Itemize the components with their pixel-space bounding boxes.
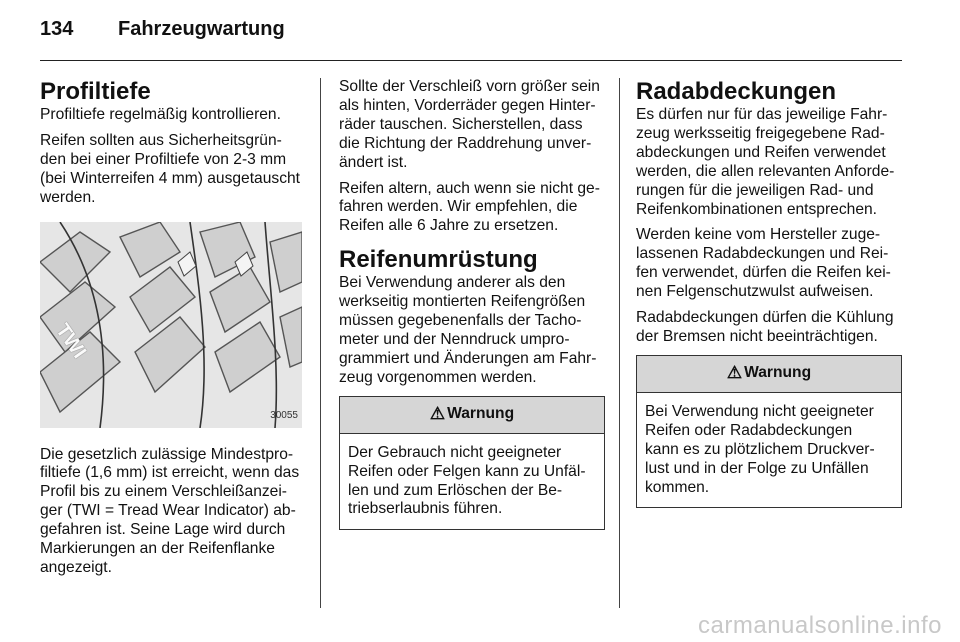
warning-box [339, 396, 605, 531]
figure-number: 30055 [270, 409, 298, 421]
watermark: carmanualsonline.info [698, 612, 942, 639]
paragraph [339, 180, 605, 237]
paragraph [40, 446, 306, 578]
text-line: fen verwendet, dürfen die Reifen kei- [636, 264, 891, 282]
warning-header [637, 356, 901, 393]
column-divider-1 [320, 78, 321, 608]
text-line: als hinten, Vorderräder gegen Hinter- [339, 96, 596, 114]
text-line: (bei Winterreifen 4 mm) ausgetauscht [40, 169, 300, 187]
text-line: ger (TWI = Tread Wear Indicator) ab- [40, 502, 296, 520]
text-line: lust und in der Folge zu Unfällen [645, 459, 869, 477]
text-line: werden. [40, 188, 96, 206]
text-line: Es dürfen nur für das jeweilige Fahr- [636, 106, 888, 123]
text-line: fahren werden. Wir empfehlen, die [339, 198, 578, 216]
warning-triangle-icon: ⚠ [726, 363, 743, 383]
warning-title: Warnung [744, 364, 812, 382]
text-line: lassenen Radabdeckungen und Rei- [636, 245, 889, 263]
paragraph [636, 106, 902, 219]
page-header [40, 14, 902, 48]
section-heading-radabdeckungen: Radabdeckungen [636, 78, 837, 105]
paragraph: Profiltiefe regelmäßig kontrollieren. [40, 106, 281, 123]
text-line: zeug werksseitig freigegebene Rad- [636, 124, 885, 142]
text-line: Reifen alle 6 Jahre zu ersetzen. [339, 217, 559, 235]
text-line: ändert ist. [339, 153, 408, 171]
text-line: rungen für die jeweiligen Rad- und [636, 181, 874, 199]
warning-title: Warnung [447, 405, 515, 423]
text-line: grammiert und Änderungen am Fahr- [339, 349, 597, 367]
warning-header [340, 397, 604, 434]
text-line: Der Gebrauch nicht geeigneter [348, 443, 562, 461]
text-line: gefahren ist. Seine Lage wird durch [40, 521, 286, 539]
text-line: Die gesetzlich zulässige Mindestpro- [40, 445, 294, 463]
text-line: nen Felgenschutzwulst aufweisen. [636, 283, 874, 301]
section-heading-reifenumruestung: Reifenumrüstung [339, 246, 538, 274]
tire-tread-illustration [40, 222, 302, 428]
column-3 [636, 78, 902, 508]
text-line: müssen gegebenenfalls der Tacho- [339, 312, 582, 330]
column-divider-2 [619, 78, 620, 608]
text-line: die Richtung der Raddrehung unver- [339, 134, 592, 152]
tire-tread-figure [40, 222, 302, 428]
text-line: Reifen oder Felgen kann zu Unfäl- [348, 462, 586, 480]
page-number: 134 [40, 18, 74, 40]
text-line: Reifenkombinationen entsprechen. [636, 200, 877, 218]
text-line: angezeigt. [40, 558, 112, 576]
twi-marking: TWI [51, 319, 91, 363]
warning-body [340, 434, 604, 530]
text-line: kommen. [645, 478, 710, 496]
text-line: Sollte der Verschleiß vorn größer sein [339, 78, 600, 95]
running-title: Fahrzeugwartung [118, 18, 285, 40]
text-line: Radabdeckungen dürfen die Kühlung [636, 309, 894, 327]
text-line: triebserlaubnis führen. [348, 500, 503, 518]
text-line: Profil bis zu einem Verschleißanzei- [40, 483, 288, 501]
warning-triangle-icon: ⚠ [429, 404, 446, 424]
paragraph [636, 226, 902, 302]
text-line: abdeckungen und Reifen verwendet [636, 143, 886, 161]
text-line: räder tauschen. Sicherstellen, dass [339, 115, 583, 133]
text-line: kann es zu plötzlichem Druckver- [645, 440, 875, 458]
text-line: werkseitig montierten Reifengrößen [339, 293, 586, 311]
paragraph [40, 132, 306, 208]
text-line: zeug vorgenommen werden. [339, 368, 537, 386]
paragraph [339, 274, 605, 387]
text-line: Bei Verwendung nicht geeigneter [645, 402, 874, 420]
text-line: der Bremsen nicht beeinträchtigen. [636, 327, 878, 345]
section-heading-profiltiefe: Profiltiefe [40, 78, 151, 105]
text-line: Markierungen an der Reifenflanke [40, 540, 275, 558]
text-line: len und zum Erlöschen der Be- [348, 481, 563, 499]
column-1 [40, 78, 306, 585]
text-line: Reifen altern, auch wenn sie nicht ge- [339, 179, 600, 197]
warning-box [636, 355, 902, 509]
paragraph [636, 309, 902, 347]
text-line: Reifen sollten aus Sicherheitsgrün- [40, 131, 282, 149]
text-line: den bei einer Profiltiefe von 2-3 mm [40, 150, 287, 168]
text-line: Werden keine vom Hersteller zuge- [636, 226, 881, 244]
text-line: Bei Verwendung anderer als den [339, 274, 566, 292]
text-line: filtiefe (1,6 mm) ist erreicht, wenn das [40, 464, 300, 482]
paragraph [339, 78, 605, 173]
text-line: werden, die allen relevanten Anforde- [636, 162, 895, 180]
column-2 [339, 78, 605, 530]
text-line: meter und der Nenndruck umpro- [339, 330, 570, 348]
text-line: Reifen oder Radabdeckungen [645, 421, 853, 439]
warning-body [637, 393, 901, 508]
header-rule [40, 60, 902, 61]
